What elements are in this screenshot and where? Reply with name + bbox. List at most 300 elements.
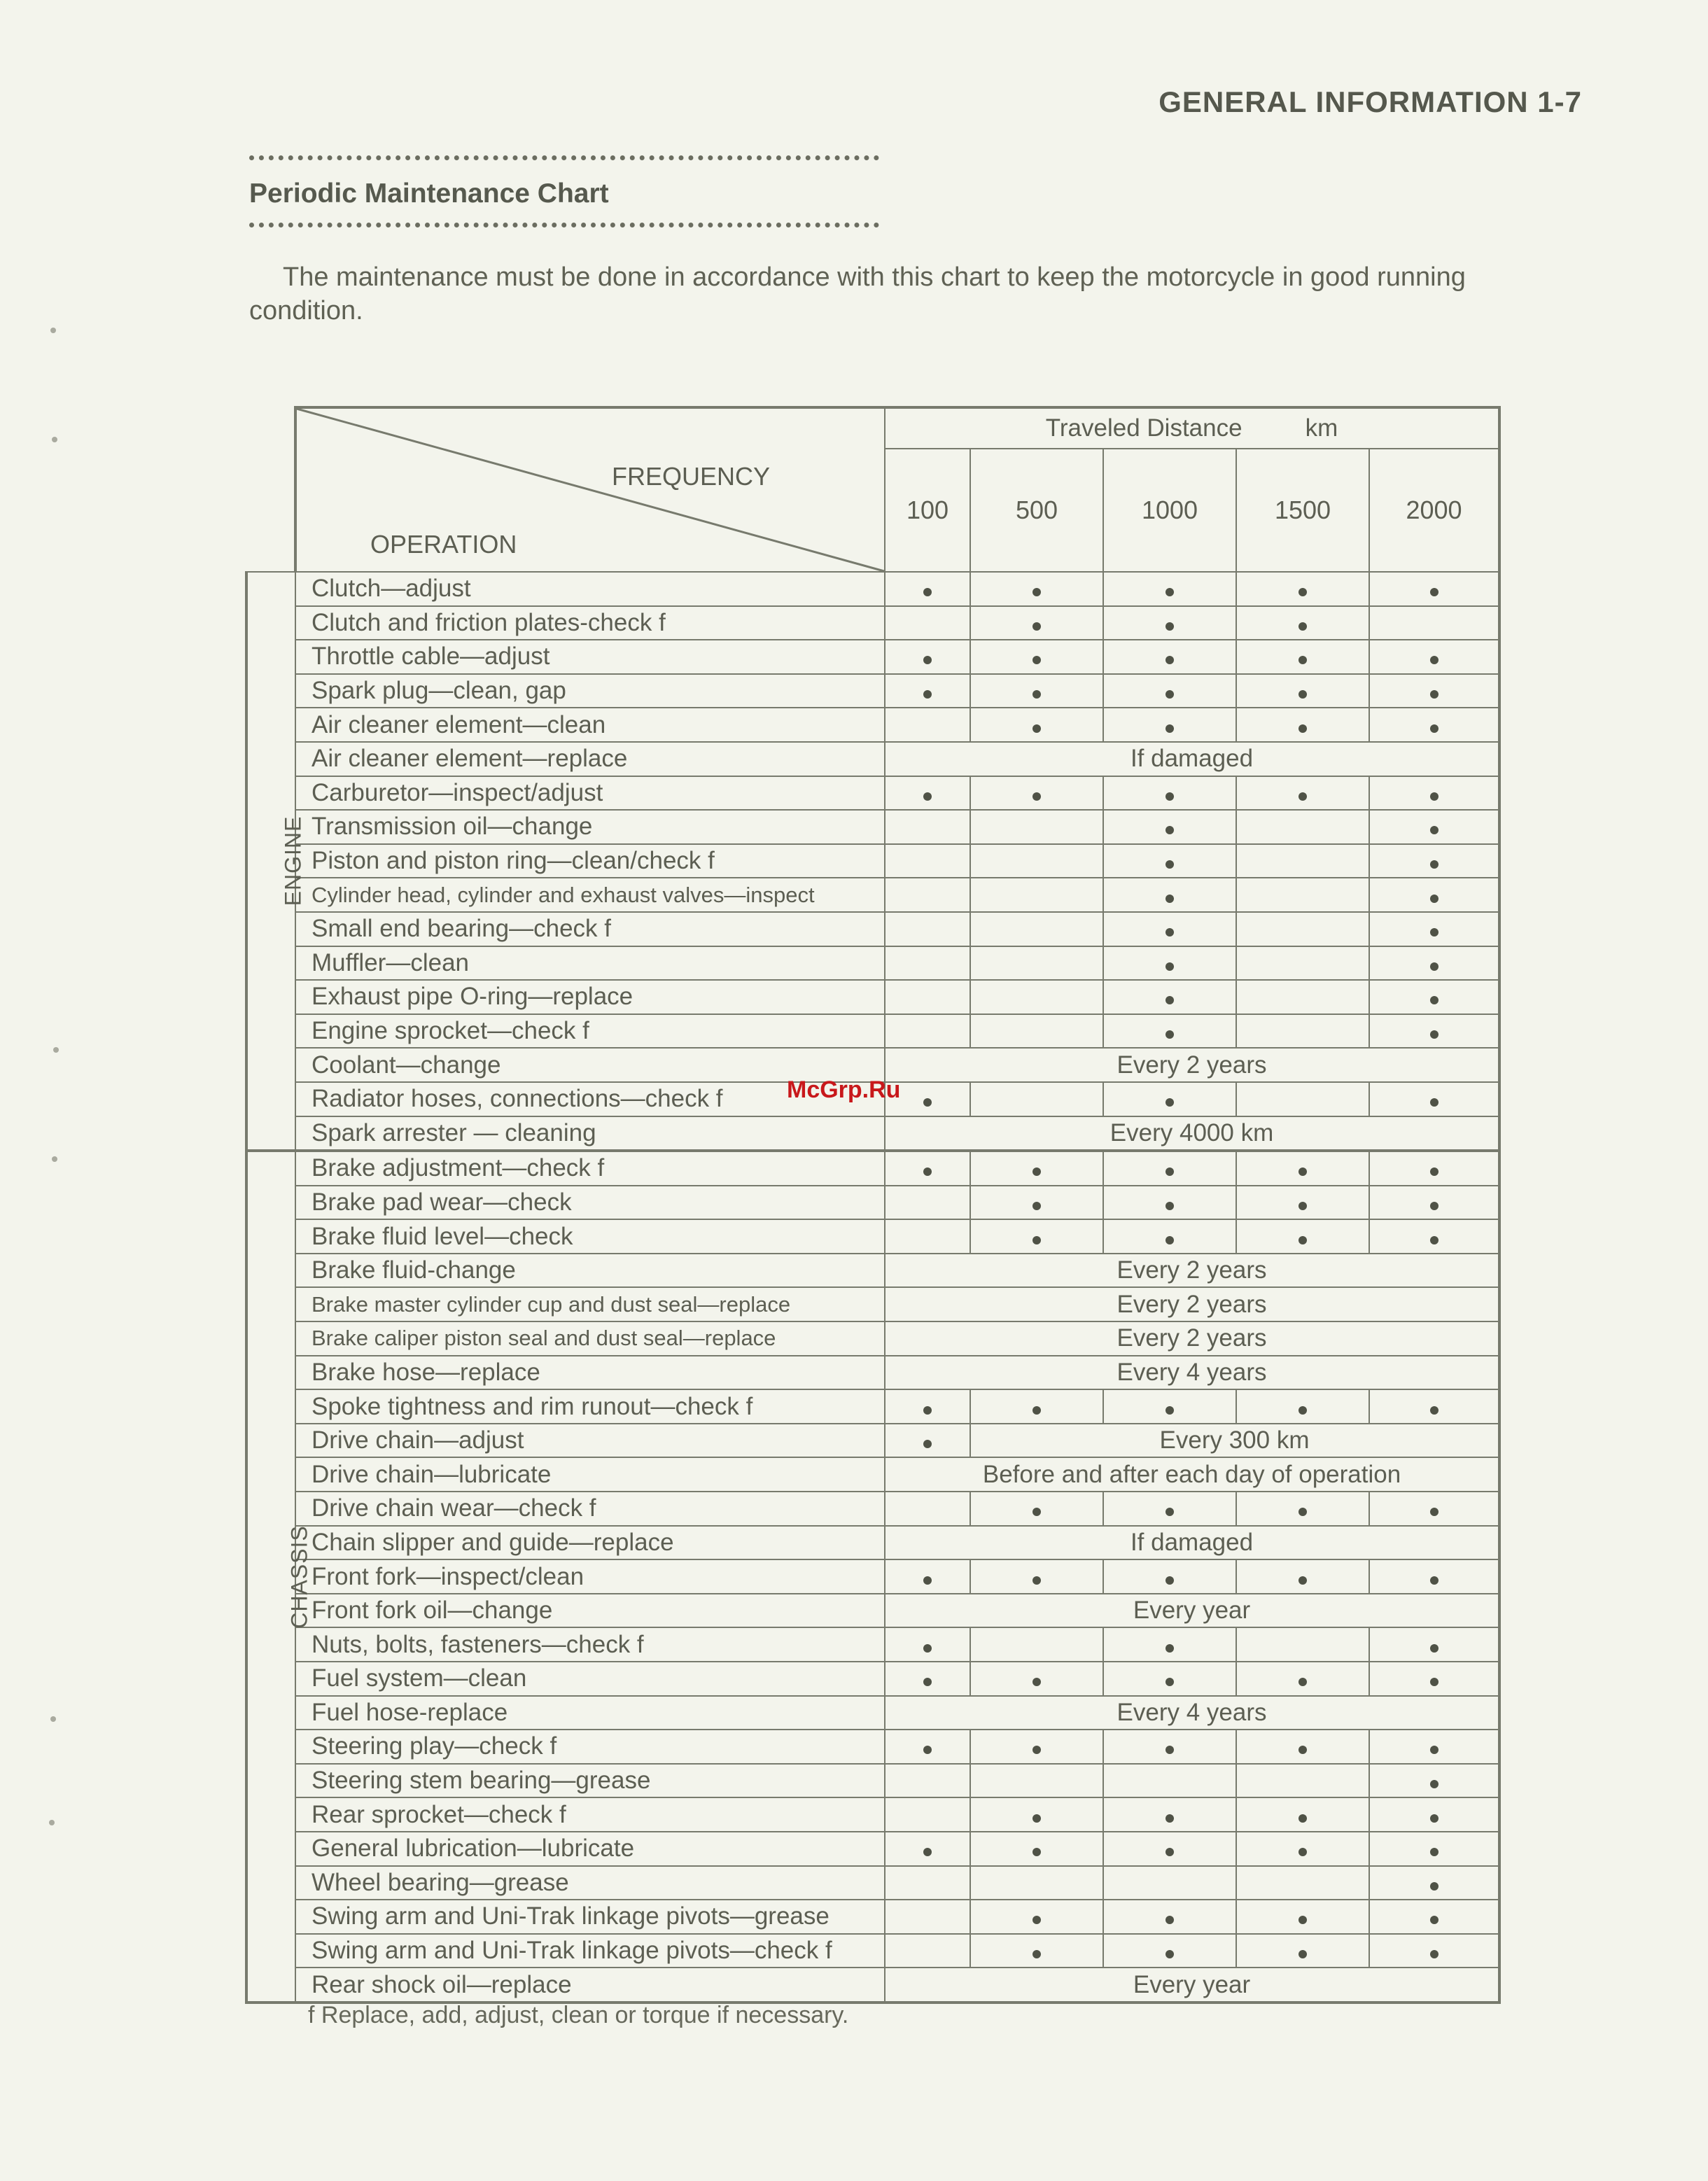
check-cell bbox=[1369, 776, 1499, 811]
check-cell bbox=[885, 1627, 970, 1662]
check-cell bbox=[885, 1866, 970, 1900]
check-cell bbox=[1103, 640, 1236, 674]
table-row bbox=[246, 980, 1499, 1014]
operation-cell: Coolant—change bbox=[295, 1048, 885, 1082]
operation-cell: Front fork—inspect/clean bbox=[295, 1559, 885, 1594]
check-cell bbox=[1236, 640, 1369, 674]
check-cell bbox=[1103, 946, 1236, 981]
check-cell bbox=[1103, 1492, 1236, 1526]
check-cell bbox=[970, 708, 1103, 742]
check-dot bbox=[1298, 588, 1307, 596]
check-dot bbox=[923, 1678, 932, 1686]
check-dot bbox=[1166, 1576, 1174, 1585]
check-cell bbox=[1369, 878, 1499, 912]
check-cell bbox=[1369, 1662, 1499, 1696]
check-dot bbox=[1032, 1678, 1041, 1686]
operation-cell: Swing arm and Uni-Trak linkage pivots—check f bbox=[295, 1934, 885, 1968]
check-cell bbox=[1103, 1662, 1236, 1696]
check-cell bbox=[1369, 1014, 1499, 1049]
intro-paragraph bbox=[249, 260, 1523, 328]
check-dot bbox=[1166, 724, 1174, 733]
check-cell bbox=[970, 1764, 1103, 1798]
check-dot bbox=[923, 1746, 932, 1754]
table-row bbox=[246, 606, 1499, 640]
check-cell bbox=[970, 1492, 1103, 1526]
check-cell bbox=[1103, 878, 1236, 912]
traveled-distance-header bbox=[885, 407, 1499, 449]
dotted-rule-top bbox=[249, 155, 879, 160]
check-dot bbox=[1430, 1644, 1438, 1653]
check-cell bbox=[1236, 1389, 1369, 1424]
operation-cell: Wheel bearing—grease bbox=[295, 1866, 885, 1900]
table-row bbox=[246, 1151, 1499, 1186]
check-cell bbox=[1236, 1934, 1369, 1968]
operation-cell: Air cleaner element—clean bbox=[295, 708, 885, 742]
table-row bbox=[246, 1900, 1499, 1934]
check-cell bbox=[1236, 1627, 1369, 1662]
check-dot bbox=[1430, 724, 1438, 733]
check-cell bbox=[1369, 1219, 1499, 1254]
distance-2000: 2000 bbox=[1369, 449, 1499, 572]
check-dot bbox=[1430, 996, 1438, 1004]
operation-cell: Swing arm and Uni-Trak linkage pivots—grease bbox=[295, 1900, 885, 1934]
check-dot bbox=[1298, 1576, 1307, 1585]
check-cell bbox=[1236, 572, 1369, 606]
table-row bbox=[246, 640, 1499, 674]
check-dot bbox=[1430, 656, 1438, 664]
check-cell bbox=[1103, 1627, 1236, 1662]
dotted-rule-bottom bbox=[249, 223, 879, 227]
check-cell bbox=[1369, 1797, 1499, 1832]
check-cell bbox=[885, 1492, 970, 1526]
check-cell bbox=[1236, 1662, 1369, 1696]
check-dot bbox=[1032, 1576, 1041, 1585]
operation-cell: Small end bearing—check f bbox=[295, 912, 885, 946]
check-cell bbox=[885, 1559, 970, 1594]
operation-cell: Chain slipper and guide—replace bbox=[295, 1526, 885, 1560]
check-cell bbox=[885, 946, 970, 981]
check-cell bbox=[1103, 980, 1236, 1014]
check-cell bbox=[1236, 1151, 1369, 1186]
check-dot bbox=[1166, 1167, 1174, 1176]
check-dot bbox=[1298, 1746, 1307, 1754]
check-dot bbox=[1430, 1746, 1438, 1754]
check-cell bbox=[885, 1662, 970, 1696]
check-cell bbox=[885, 640, 970, 674]
check-cell bbox=[885, 674, 970, 708]
check-cell bbox=[1103, 1186, 1236, 1220]
check-dot bbox=[1298, 1814, 1307, 1823]
check-cell bbox=[885, 708, 970, 742]
check-dot bbox=[1298, 1167, 1307, 1176]
check-cell bbox=[885, 1151, 970, 1186]
check-dot bbox=[923, 1848, 932, 1856]
check-cell bbox=[1103, 606, 1236, 640]
check-dot bbox=[1166, 1098, 1174, 1107]
check-cell bbox=[970, 1797, 1103, 1832]
interval-cell: Every 300 km bbox=[970, 1424, 1499, 1458]
check-cell bbox=[1369, 980, 1499, 1014]
check-dot bbox=[1032, 1916, 1041, 1924]
operation-cell: Rear sprocket—check f bbox=[295, 1797, 885, 1832]
check-dot bbox=[1430, 1167, 1438, 1176]
check-cell bbox=[1369, 1186, 1499, 1220]
table-row bbox=[246, 810, 1499, 844]
check-dot bbox=[1166, 895, 1174, 903]
check-dot bbox=[1166, 1406, 1174, 1415]
table-row bbox=[246, 708, 1499, 742]
check-cell bbox=[1369, 1389, 1499, 1424]
check-dot bbox=[1032, 1406, 1041, 1415]
check-cell bbox=[1369, 674, 1499, 708]
check-dot bbox=[1430, 1202, 1438, 1210]
header-spacer bbox=[246, 407, 295, 449]
check-cell bbox=[970, 572, 1103, 606]
check-cell bbox=[1103, 1900, 1236, 1934]
operation-cell: Exhaust pipe O-ring—replace bbox=[295, 980, 885, 1014]
interval-cell: Every year bbox=[885, 1968, 1499, 2003]
table-row bbox=[246, 844, 1499, 878]
group-name: CHASSIS bbox=[286, 1524, 312, 1629]
check-cell bbox=[1369, 1559, 1499, 1594]
check-cell bbox=[1236, 844, 1369, 878]
table-row bbox=[246, 878, 1499, 912]
check-dot bbox=[1166, 690, 1174, 699]
check-dot bbox=[923, 1576, 932, 1585]
check-cell bbox=[970, 1151, 1103, 1186]
operation-cell: Front fork oil—change bbox=[295, 1594, 885, 1628]
check-cell bbox=[1236, 810, 1369, 844]
check-cell bbox=[885, 1389, 970, 1424]
check-cell bbox=[1103, 776, 1236, 811]
check-cell bbox=[1236, 912, 1369, 946]
operation-cell: Transmission oil—change bbox=[295, 810, 885, 844]
check-dot bbox=[1166, 1508, 1174, 1516]
operation-label: OPERATION bbox=[370, 530, 517, 559]
check-cell bbox=[1103, 1730, 1236, 1764]
check-cell bbox=[1103, 1934, 1236, 1968]
check-dot bbox=[1298, 1202, 1307, 1210]
operation-cell: Spark plug—clean, gap bbox=[295, 674, 885, 708]
check-dot bbox=[1166, 962, 1174, 971]
check-cell bbox=[1369, 1627, 1499, 1662]
table-row bbox=[246, 912, 1499, 946]
check-dot bbox=[1430, 1508, 1438, 1516]
check-cell bbox=[1103, 1082, 1236, 1116]
interval-cell: If damaged bbox=[885, 1526, 1499, 1560]
check-cell bbox=[970, 674, 1103, 708]
operation-cell: Carburetor—inspect/adjust bbox=[295, 776, 885, 811]
check-dot bbox=[923, 1644, 932, 1653]
operation-cell: Radiator hoses, connections—check f bbox=[295, 1082, 885, 1116]
check-dot bbox=[1166, 1644, 1174, 1653]
check-cell bbox=[885, 980, 970, 1014]
check-cell bbox=[885, 844, 970, 878]
check-cell bbox=[885, 1424, 970, 1458]
interval-cell: If damaged bbox=[885, 742, 1499, 776]
operation-cell: General lubrication—lubricate bbox=[295, 1832, 885, 1866]
table-row bbox=[246, 674, 1499, 708]
check-dot bbox=[1166, 792, 1174, 801]
table-row bbox=[246, 1321, 1499, 1356]
check-cell bbox=[1369, 572, 1499, 606]
check-cell bbox=[1236, 1219, 1369, 1254]
group-name: ENGINE bbox=[280, 815, 306, 906]
check-cell bbox=[970, 946, 1103, 981]
interval-cell: Every 4 years bbox=[885, 1356, 1499, 1390]
check-dot bbox=[1430, 826, 1438, 834]
check-dot bbox=[1166, 826, 1174, 834]
check-cell bbox=[1369, 640, 1499, 674]
check-dot bbox=[1166, 928, 1174, 937]
table-row bbox=[246, 1014, 1499, 1049]
interval-cell: Every 2 years bbox=[885, 1287, 1499, 1321]
check-dot bbox=[1298, 656, 1307, 664]
operation-cell: Brake fluid-change bbox=[295, 1254, 885, 1288]
check-cell bbox=[885, 1900, 970, 1934]
distance-500: 500 bbox=[970, 449, 1103, 572]
check-cell bbox=[970, 878, 1103, 912]
distance-1000: 1000 bbox=[1103, 449, 1236, 572]
operation-cell: Steering play—check f bbox=[295, 1730, 885, 1764]
check-dot bbox=[1166, 1030, 1174, 1039]
check-cell bbox=[885, 1934, 970, 1968]
check-cell bbox=[1369, 708, 1499, 742]
check-dot bbox=[1430, 1950, 1438, 1958]
check-cell bbox=[1103, 1797, 1236, 1832]
check-cell bbox=[1236, 1730, 1369, 1764]
operation-cell: Brake caliper piston seal and dust seal—replace bbox=[295, 1321, 885, 1356]
check-dot bbox=[1032, 1814, 1041, 1823]
check-dot bbox=[1032, 1167, 1041, 1176]
check-dot bbox=[1032, 656, 1041, 664]
operation-cell: Rear shock oil—replace bbox=[295, 1968, 885, 2003]
table-row bbox=[246, 1594, 1499, 1628]
table-row bbox=[246, 1492, 1499, 1526]
check-cell bbox=[885, 1219, 970, 1254]
check-dot bbox=[1166, 1916, 1174, 1924]
check-cell bbox=[1369, 1934, 1499, 1968]
check-cell bbox=[1236, 1866, 1369, 1900]
check-dot bbox=[1430, 1406, 1438, 1415]
operation-cell: Drive chain wear—check f bbox=[295, 1492, 885, 1526]
check-cell bbox=[1103, 1014, 1236, 1049]
check-dot bbox=[1166, 1746, 1174, 1754]
watermark: McGrp.Ru bbox=[787, 1077, 901, 1103]
table-row bbox=[246, 1389, 1499, 1424]
check-cell bbox=[1236, 1797, 1369, 1832]
check-dot bbox=[1166, 1950, 1174, 1958]
table-row bbox=[246, 1627, 1499, 1662]
operation-cell: Air cleaner element—replace bbox=[295, 742, 885, 776]
check-cell bbox=[1103, 708, 1236, 742]
check-dot bbox=[1430, 1236, 1438, 1244]
check-cell bbox=[1103, 810, 1236, 844]
check-cell bbox=[970, 640, 1103, 674]
check-cell bbox=[970, 1082, 1103, 1116]
operation-cell: Clutch and friction plates-check f bbox=[295, 606, 885, 640]
check-dot bbox=[1430, 860, 1438, 869]
page-header: GENERAL INFORMATION 1-7 bbox=[1158, 85, 1582, 118]
operation-cell: Cylinder head, cylinder and exhaust valves—inspect bbox=[295, 878, 885, 912]
check-cell bbox=[1103, 1866, 1236, 1900]
check-cell bbox=[1236, 708, 1369, 742]
check-dot bbox=[923, 690, 932, 699]
table-row bbox=[246, 1968, 1499, 2003]
check-cell bbox=[970, 1730, 1103, 1764]
check-cell bbox=[970, 1627, 1103, 1662]
check-dot bbox=[1166, 588, 1174, 596]
operation-cell: Nuts, bolts, fasteners—check f bbox=[295, 1627, 885, 1662]
check-cell bbox=[1236, 606, 1369, 640]
check-dot bbox=[1166, 860, 1174, 869]
check-dot bbox=[1430, 928, 1438, 937]
check-cell bbox=[1103, 912, 1236, 946]
check-dot bbox=[1032, 1236, 1041, 1244]
check-dot bbox=[1430, 895, 1438, 903]
chart-body bbox=[246, 572, 1499, 2003]
operation-cell: Brake adjustment—check f bbox=[295, 1151, 885, 1186]
check-cell bbox=[1236, 946, 1369, 981]
check-cell bbox=[1103, 1219, 1236, 1254]
frequency-label: FREQUENCY bbox=[612, 462, 771, 491]
check-dot bbox=[1032, 622, 1041, 631]
table-row bbox=[246, 776, 1499, 811]
operation-cell: Brake pad wear—check bbox=[295, 1186, 885, 1220]
distance-unit: km bbox=[1305, 414, 1338, 442]
interval-cell: Every year bbox=[885, 1594, 1499, 1628]
check-dot bbox=[1166, 1848, 1174, 1856]
table-row bbox=[246, 946, 1499, 981]
table-row bbox=[246, 1934, 1499, 1968]
check-dot bbox=[1298, 724, 1307, 733]
check-cell bbox=[1236, 878, 1369, 912]
check-dot bbox=[1032, 1746, 1041, 1754]
check-dot bbox=[1166, 622, 1174, 631]
check-dot bbox=[1430, 1030, 1438, 1039]
table-row bbox=[246, 1186, 1499, 1220]
operation-cell: Engine sprocket—check f bbox=[295, 1014, 885, 1049]
check-cell bbox=[1236, 980, 1369, 1014]
check-cell bbox=[970, 1934, 1103, 1968]
check-dot bbox=[1430, 1916, 1438, 1924]
table-row bbox=[246, 1424, 1499, 1458]
check-dot bbox=[1430, 1576, 1438, 1585]
table-row bbox=[246, 742, 1499, 776]
check-cell bbox=[1103, 1559, 1236, 1594]
check-dot bbox=[1166, 1814, 1174, 1823]
check-cell bbox=[885, 1014, 970, 1049]
check-cell bbox=[885, 1832, 970, 1866]
check-cell bbox=[1369, 1900, 1499, 1934]
check-dot bbox=[1430, 1678, 1438, 1686]
check-cell bbox=[1236, 1082, 1369, 1116]
check-dot bbox=[1430, 1780, 1438, 1788]
maintenance-chart bbox=[245, 406, 1501, 2004]
check-dot bbox=[923, 792, 932, 801]
operation-cell: Drive chain—lubricate bbox=[295, 1457, 885, 1492]
check-cell bbox=[970, 1559, 1103, 1594]
table-row bbox=[246, 1797, 1499, 1832]
check-dot bbox=[923, 1440, 932, 1448]
check-cell bbox=[1103, 1389, 1236, 1424]
table-row bbox=[246, 572, 1499, 606]
check-dot bbox=[1430, 588, 1438, 596]
operation-cell: Fuel system—clean bbox=[295, 1662, 885, 1696]
table-row bbox=[246, 1116, 1499, 1151]
check-cell bbox=[1369, 810, 1499, 844]
distance-1500: 1500 bbox=[1236, 449, 1369, 572]
check-dot bbox=[1032, 724, 1041, 733]
check-cell bbox=[1369, 1764, 1499, 1798]
check-dot bbox=[1298, 1508, 1307, 1516]
section-title: Periodic Maintenance Chart bbox=[249, 178, 609, 209]
table-row bbox=[246, 1526, 1499, 1560]
traveled-distance-label: Traveled Distance bbox=[1045, 414, 1242, 442]
check-cell bbox=[970, 912, 1103, 946]
check-cell bbox=[1369, 606, 1499, 640]
check-cell bbox=[1369, 1082, 1499, 1116]
operation-cell: Spoke tightness and rim runout—check f bbox=[295, 1389, 885, 1424]
footnote: f Replace, add, adjust, clean or torque if necessary. bbox=[308, 2002, 849, 2028]
check-dot bbox=[1430, 962, 1438, 971]
operation-cell: Clutch—adjust bbox=[295, 572, 885, 606]
operation-cell: Muffler—clean bbox=[295, 946, 885, 981]
check-cell bbox=[1103, 1832, 1236, 1866]
table-row bbox=[246, 1356, 1499, 1390]
check-cell bbox=[1369, 1730, 1499, 1764]
intro-text: The maintenance must be done in accordance with this chart to keep the motorcycle in good running condition. bbox=[249, 262, 1466, 325]
check-dot bbox=[1032, 1202, 1041, 1210]
check-cell bbox=[970, 980, 1103, 1014]
table-row bbox=[246, 1866, 1499, 1900]
check-cell bbox=[970, 1662, 1103, 1696]
operation-cell: Drive chain—adjust bbox=[295, 1424, 885, 1458]
check-cell bbox=[970, 844, 1103, 878]
check-cell bbox=[1236, 1900, 1369, 1934]
operation-cell: Spark arrester — cleaning bbox=[295, 1116, 885, 1151]
table-row bbox=[246, 1662, 1499, 1696]
table-row bbox=[246, 1254, 1499, 1288]
check-dot bbox=[1298, 690, 1307, 699]
check-cell bbox=[1236, 776, 1369, 811]
check-cell bbox=[1236, 674, 1369, 708]
check-dot bbox=[1430, 1882, 1438, 1891]
interval-cell: Every 2 years bbox=[885, 1254, 1499, 1288]
operation-cell: Steering stem bearing—grease bbox=[295, 1764, 885, 1798]
check-dot bbox=[1166, 1678, 1174, 1686]
check-cell bbox=[970, 1219, 1103, 1254]
frequency-operation-header bbox=[295, 407, 885, 572]
check-cell bbox=[1236, 1186, 1369, 1220]
check-cell bbox=[885, 572, 970, 606]
check-cell bbox=[885, 776, 970, 811]
check-cell bbox=[970, 1389, 1103, 1424]
check-cell bbox=[1369, 844, 1499, 878]
interval-cell: Before and after each day of operation bbox=[885, 1457, 1499, 1492]
check-dot bbox=[1298, 792, 1307, 801]
check-cell bbox=[970, 810, 1103, 844]
check-cell bbox=[1103, 844, 1236, 878]
group-label-chassis bbox=[246, 1151, 312, 2003]
check-cell bbox=[885, 1797, 970, 1832]
operation-cell: Brake master cylinder cup and dust seal—replace bbox=[295, 1287, 885, 1321]
check-cell bbox=[1103, 674, 1236, 708]
table-row bbox=[246, 1559, 1499, 1594]
check-dot bbox=[1032, 690, 1041, 699]
check-cell bbox=[970, 1900, 1103, 1934]
distance-100: 100 bbox=[885, 449, 970, 572]
